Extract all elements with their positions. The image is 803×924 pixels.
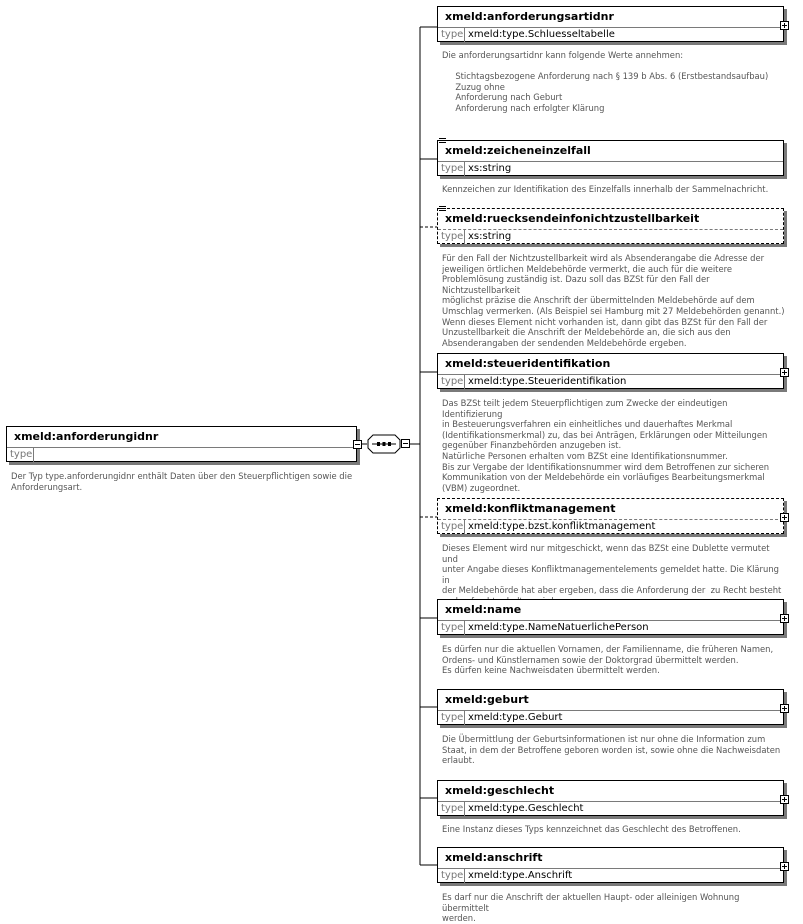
element-konfliktmanagement[interactable]: [437, 498, 784, 534]
type-row: [438, 161, 783, 177]
type-label: type: [438, 621, 465, 636]
type-label: type: [438, 162, 465, 177]
element-name: xmeld:steueridentifikation: [445, 357, 611, 370]
root-element-name: xmeld:anforderungidnr: [14, 430, 159, 443]
root-element-box[interactable]: [6, 426, 357, 462]
type-row: [438, 710, 783, 726]
element-description: Es darf nur die Anschrift der aktuellen Haupt- oder alleinigen Wohnung übermittelt werden.: [442, 892, 740, 924]
element-description: Es dürfen nur die aktuellen Vornamen, der Familienname, die früheren Namen, Ordens- und Künstlernamen sowie der Doktorgrad übermittelt werden. Es dürfen keine Nachweisdaten übermittelt werden.: [442, 644, 774, 676]
type-row: [438, 868, 783, 884]
type-label: type: [438, 230, 465, 245]
expand-icon[interactable]: [780, 513, 789, 522]
element-name: xmeld:anforderungsartidnr: [445, 10, 614, 23]
element-anschrift[interactable]: [437, 847, 784, 883]
element-name: xmeld:geschlecht: [445, 784, 555, 797]
type-row: [438, 519, 783, 535]
element-name: xmeld:anschrift: [445, 851, 543, 864]
element-zeicheneinzelfall[interactable]: [437, 140, 784, 176]
element-anforderungsartidnr[interactable]: [437, 6, 784, 42]
element-description: Das BZSt teilt jedem Steuerpflichtigen zum Zwecke der eindeutigen Identifizierung in Besteuerungsverfahren ein einheitliches und dauerhaftes Merkmal (Identifikationsmerkmal) zu, das bei Anträgen, Erklärungen oder Mitteilungen gegenüber Finanzbehörden anzugeben ist. Natürliche Personen erhalten vom BZSt eine Identifikationsnummer. Bis zur Vergabe der Identifikationsnummer wird dem Betroffenen zur sicheren Kommunikation von der Meldebehörde ein vorläufiges Bearbeitungsmerkmal (VBM) zugeordnet.: [442, 398, 770, 493]
root-description: Der Typ type.anforderungidnr enthält Daten über den Steuerpflichtigen sowie die Anforderungsart.: [11, 471, 353, 492]
element-geburt[interactable]: [437, 689, 784, 725]
type-row: [438, 27, 783, 43]
type-value: xmeld:type.Anschrift: [468, 870, 573, 881]
expand-icon[interactable]: [780, 704, 789, 713]
sequence-collapse-icon[interactable]: [401, 439, 410, 448]
expand-icon[interactable]: [780, 795, 789, 804]
expand-icon[interactable]: [780, 21, 789, 30]
element-ruecksendeinfonichtzustellbarkeit[interactable]: [437, 208, 784, 244]
element-description: Dieses Element wird nur mitgeschickt, wenn das BZSt eine Dublette vermutet und unter Angabe dieses Konfliktmanagementelements gemeldet hatte. Die Klärung in der Meldebehörde hat aber ergeben, dass die Anforderung der zu Recht besteht: [442, 543, 782, 596]
type-label: type: [438, 375, 465, 390]
simple-content-icon: [439, 206, 446, 213]
type-row: [438, 620, 783, 636]
type-label: type: [438, 28, 465, 43]
element-steueridentifikation[interactable]: [437, 353, 784, 389]
element-name: xmeld:geburt: [445, 693, 529, 706]
expand-icon[interactable]: [780, 368, 789, 377]
element-description: Die Übermittlung der Geburtsinformationen ist nur ohne die Information zum Staat, in dem der Betroffene geboren worden ist, sowie ohne die Nachweisdaten erlaubt.: [442, 734, 781, 766]
type-row: [438, 801, 783, 817]
type-label: type: [438, 869, 465, 884]
root-type-value: [34, 448, 37, 463]
type-value: xs:string: [468, 231, 512, 242]
sequence-compositor-icon[interactable]: [367, 434, 401, 454]
type-label: type: [438, 802, 465, 817]
element-description: Eine Instanz dieses Typs kennzeichnet das Geschlecht des Betroffenen.: [442, 824, 741, 834]
type-value: xmeld:type.bzst.konfliktmanagement: [468, 521, 656, 532]
element-name: xmeld:name: [445, 603, 522, 616]
element-description: Die anforderungsartidnr kann folgende Werte annehmen: Stichtagsbezogene Anforderung nach § 139 b Abs. 6 (Erstbestandsaufbau) Zuzug ohne Anforderung nach Geburt Anforderung nach erfolgter Klärung: [442, 50, 769, 113]
element-name: xmeld:ruecksendeinfonichtzustellbarkeit: [445, 212, 700, 225]
element-geschlecht[interactable]: [437, 780, 784, 816]
element-name: xmeld:konfliktmanagement: [445, 502, 616, 515]
type-label: type: [438, 520, 465, 535]
element-description: Für den Fall der Nichtzustellbarkeit wird als Absenderangabe die Adresse der jeweiligen örtlichen Meldebehörde vermerkt, die auch für die weitere Problemlösung zuständig ist. Dazu soll das BZSt für den Fall der Nichtzustellbarkeit möglichst präzise die Anschrift der übermittelnden Meldebehörde auf dem Umschlag vermerken. (Als Beispiel sei Hamburg mit 27 Meldebehörden genannt.) Wenn dieses Element nicht vorhanden ist, dann gibt das BZSt für den Fall der Unzustellbarkeit die Anschrift der Meldebehörde an, die sich aus den Absenderangaben der sendenden Meldebehörde ergeben.: [442, 253, 785, 348]
simple-content-icon: [439, 138, 446, 145]
element-name-natuerliche-person[interactable]: [437, 599, 784, 635]
type-value: xmeld:type.Geburt: [468, 712, 563, 723]
type-value: xmeld:type.Schluesseltabelle: [468, 29, 615, 40]
root-type-label: type: [7, 448, 34, 463]
type-label: type: [438, 711, 465, 726]
type-row: [438, 374, 783, 390]
type-row: [438, 229, 783, 245]
type-value: xmeld:type.Steueridentifikation: [468, 376, 627, 387]
expand-icon[interactable]: [780, 862, 789, 871]
expand-icon[interactable]: [780, 614, 789, 623]
root-type-row: [7, 447, 356, 463]
element-name: xmeld:zeicheneinzelfall: [445, 144, 591, 157]
collapse-icon[interactable]: [353, 440, 362, 449]
type-value: xmeld:type.NameNatuerlichePerson: [468, 622, 649, 633]
type-value: xs:string: [468, 163, 512, 174]
type-value: xmeld:type.Geschlecht: [468, 803, 584, 814]
element-description: Kennzeichen zur Identifikation des Einzelfalls innerhalb der Sammelnachricht.: [442, 184, 769, 194]
